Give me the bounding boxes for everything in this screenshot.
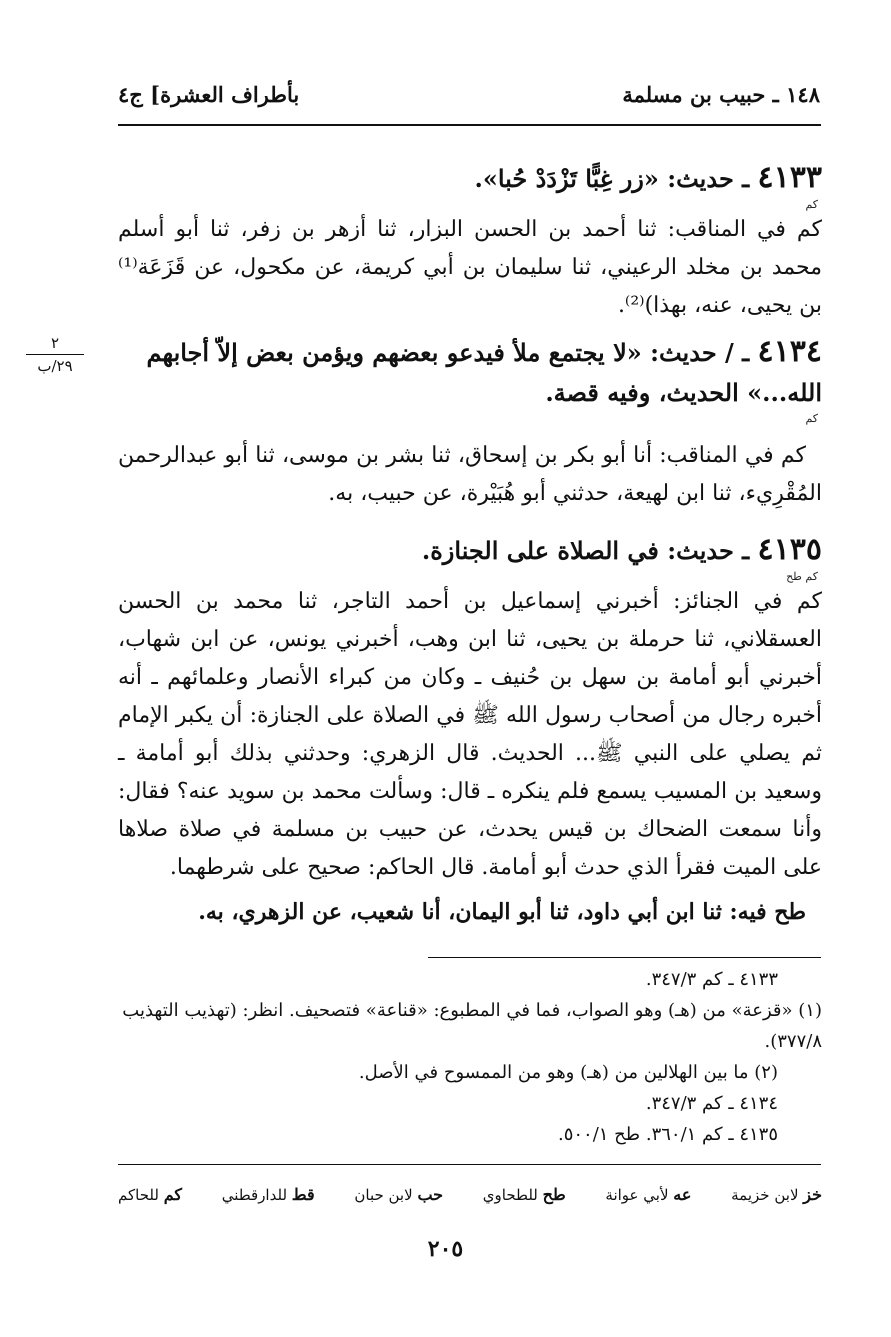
legend-item xyxy=(605,1182,691,1208)
entry-heading xyxy=(118,530,822,571)
footnote: (٢) ما بين الهلالين من (هـ) وهو من الممسوح في الأصل. xyxy=(358,1062,778,1083)
page-number: ٢٠٥ xyxy=(427,1236,464,1262)
entry-title: ـ حديث: «زر غِبًّا تَزْدَدْ حُبا». xyxy=(474,164,750,193)
footnote: ٤١٣٥ ـ كم ٣٦٠/١. طح ٥٠٠/١. xyxy=(557,1124,778,1145)
entry-title: ـ / حديث: «لا يجتمع ملأ فيدعو بعضهم ويؤمن بعض إلاّ أجابهم الله...» الحديث، وفيه قصة. xyxy=(146,338,822,407)
entry-heading xyxy=(118,332,822,413)
header-section-title: ١٤٨ ـ حبيب بن مسلمة xyxy=(622,81,820,107)
hadith-entry xyxy=(118,332,822,513)
margin-manuscript-note xyxy=(20,334,90,375)
legend-code: طح xyxy=(542,1185,566,1204)
entry-number: ٤١٣٤ xyxy=(757,334,822,369)
header-rule xyxy=(118,124,821,126)
entry-title: ـ حديث: في الصلاة على الجنازة. xyxy=(421,536,750,565)
source-tag: كم xyxy=(805,412,818,425)
legend-item xyxy=(731,1182,822,1208)
footnote: (١) «قزعة» من (هـ) وهو الصواب، فما في المطبوع: «قناعة» فتصحيف. انظر: (تهذيب التهذيب ٣٧٧/٨). xyxy=(122,1000,822,1052)
legend-code: حب xyxy=(417,1185,444,1204)
entry-paragraph: طح فيه: ثنا ابن أبي داود، ثنا أبو اليمان، أنا شعيب، عن الزهري، به. xyxy=(198,899,806,925)
footnote: ٤١٣٣ ـ كم ٣٤٧/٣. xyxy=(645,969,778,990)
legend-item xyxy=(483,1182,566,1208)
footnotes xyxy=(118,964,822,1150)
abbreviation-legend xyxy=(118,1182,822,1208)
legend-item xyxy=(118,1182,182,1208)
margin-note-bottom: ٢٩/ب xyxy=(37,357,73,375)
running-header xyxy=(118,74,820,114)
legend-code: قط xyxy=(291,1185,315,1204)
legend-code: كم xyxy=(163,1185,182,1204)
legend-text: لابن خزيمة xyxy=(731,1186,799,1204)
entry-number: ٤١٣٣ xyxy=(757,160,822,195)
hadith-entry xyxy=(118,158,822,325)
margin-note-rule xyxy=(26,354,84,355)
source-tag: كم xyxy=(805,198,818,211)
legend-text: للدارقطني xyxy=(221,1186,288,1204)
entry-heading xyxy=(118,158,822,199)
legend-text: للحاكم xyxy=(118,1186,159,1204)
footnote-rule xyxy=(428,957,821,958)
entry-paragraph: كم في المناقب: أنا أبو بكر بن إسحاق، ثنا بشر بن موسى، ثنا أبو عبدالرحمن المُقْرِيء، ثنا ابن لهيعة، حدثني أبو هُبَيْرة، عن حبيب، به. xyxy=(118,443,822,506)
legend-text: للطحاوي xyxy=(482,1186,538,1204)
entry-paragraph: كم في الجنائز: أخبرني إسماعيل بن أحمد التاجر، ثنا محمد بن الحسن العسقلاني، ثنا حرملة بن يحيى، ثنا ابن وهب، أخبرني يونس، عن ابن شهاب، أخبرني أبو أمامة بن سهل بن حُنيف ـ وكان من كبراء الأنصار وعلمائهم ـ أنه أخبره رجال من أصحاب رسول الله ﷺ في الصلاة على الجنازة: أن يكبر الإمام ثم يصلي على النبي ﷺ... الحديث. قال الزهري: وحدثني بذلك أبو أمامة ـ وسعيد بن المسيب يسمع فلم ينكره ـ قال: وسألت محمد بن سويد عنه؟ فقال: وأنا سمعت الضحاك بن قيس يحدث، عن حبيب بن مسلمة في صلاة صلاها على الميت فقرأ الذي حدث أبو أمامة. قال الحاكم: صحيح على شرطهما. xyxy=(118,589,822,880)
footnote: ٤١٣٤ ـ كم ٣٤٧/٣. xyxy=(645,1093,778,1114)
margin-note-top: ٢ xyxy=(50,334,60,352)
entry-number: ٤١٣٥ xyxy=(757,532,822,567)
legend-item xyxy=(222,1182,315,1208)
header-book-title: بأطراف العشرة] ج٤ xyxy=(118,81,300,107)
legend-rule xyxy=(118,1164,821,1165)
entry-paragraph: كم في المناقب: ثنا أحمد بن الحسن البزار، ثنا أزهر بن زفر، ثنا أبو أسلم محمد بن مخلد الرعيني، ثنا سليمان بن أبي كريمة، عن مكحول، عن قَزَعَة⁽¹⁾ بن يحيى، عنه، بهذا)⁽²⁾. xyxy=(118,217,822,318)
legend-text: لأبي عوانة xyxy=(605,1186,669,1204)
legend-code: خز xyxy=(803,1185,822,1204)
legend-code: عه xyxy=(673,1185,692,1204)
hadith-entry xyxy=(118,530,822,931)
source-tag: كم طح xyxy=(786,570,818,583)
legend-text: لابن حبان xyxy=(354,1186,413,1204)
legend-item xyxy=(354,1182,443,1208)
